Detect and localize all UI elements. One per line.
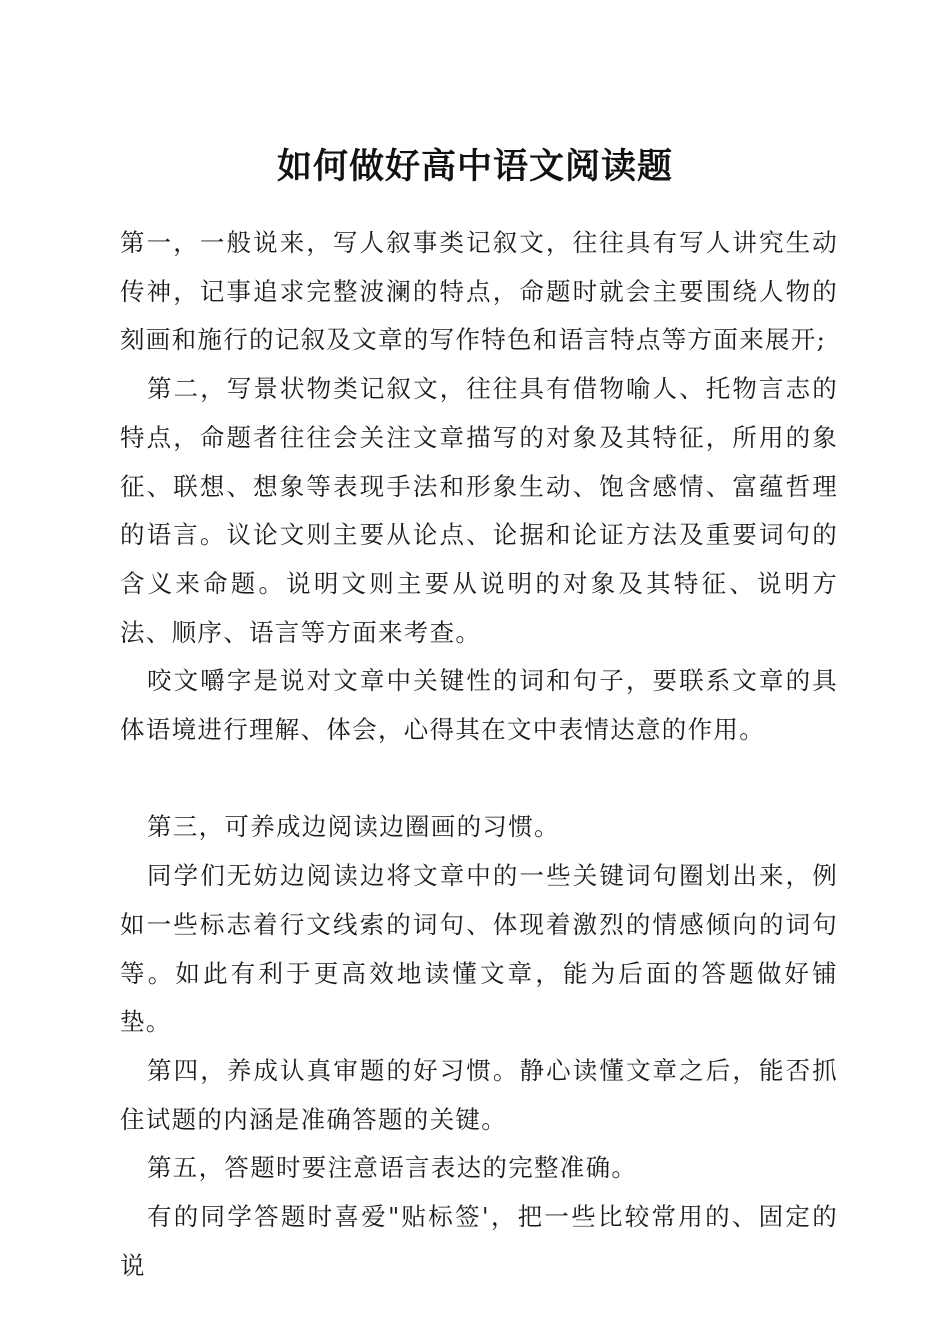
paragraph-7: 第五，答题时要注意语言表达的完整准确。 xyxy=(147,1153,638,1183)
paragraph-3: 咬文嚼字是说对文章中关键性的词和句子，要联系文章的具体语境进行理解、体会，心得其在文中表情达意的作用。 xyxy=(120,666,838,745)
paragraph-4: 第三，可养成边阅读边圈画的习惯。 xyxy=(147,812,560,842)
paragraph-2: 第二，写景状物类记叙文，往往具有借物喻人、托物言志的特点，命题者往往会关注文章描写的对象及其特征，所用的象征、联想、想象等表现手法和形象生动、饱含感情、富蕴哲理的语言。议论文则主要从论点、论据和论证方法及重要词句的含义来命题。说明文则主要从说明的对象及其特征、说明方法、顺序、语言等方面来考查。 xyxy=(120,374,838,647)
paragraph-5: 同学们无妨边阅读边将文章中的一些关键词句圈划出来，例如一些标志着行文线索的词句、体现着激烈的情感倾向的词句等。如此有利于更高效地读懂文章，能为后面的答题做好铺垫。 xyxy=(120,861,838,1037)
paragraph-1: 第一，一般说来，写人叙事类记叙文，往往具有写人讲究生动传神，记事追求完整波澜的特点，命题时就会主要围绕人物的刻画和施行的记叙及文章的写作特色和语言特点等方面来展开; xyxy=(120,228,838,355)
paragraph-8: 有的同学答题时喜爱"贴标签'，把一些比较常用的、固定的说 xyxy=(120,1202,838,1280)
document-body xyxy=(120,219,838,1290)
paragraph-gap xyxy=(120,755,838,804)
paragraph-6: 第四，养成认真审题的好习惯。静心读懂文章之后，能否抓住试题的内涵是准确答题的关键。 xyxy=(120,1055,838,1134)
document-title: 如何做好高中语文阅读题 xyxy=(276,146,673,187)
